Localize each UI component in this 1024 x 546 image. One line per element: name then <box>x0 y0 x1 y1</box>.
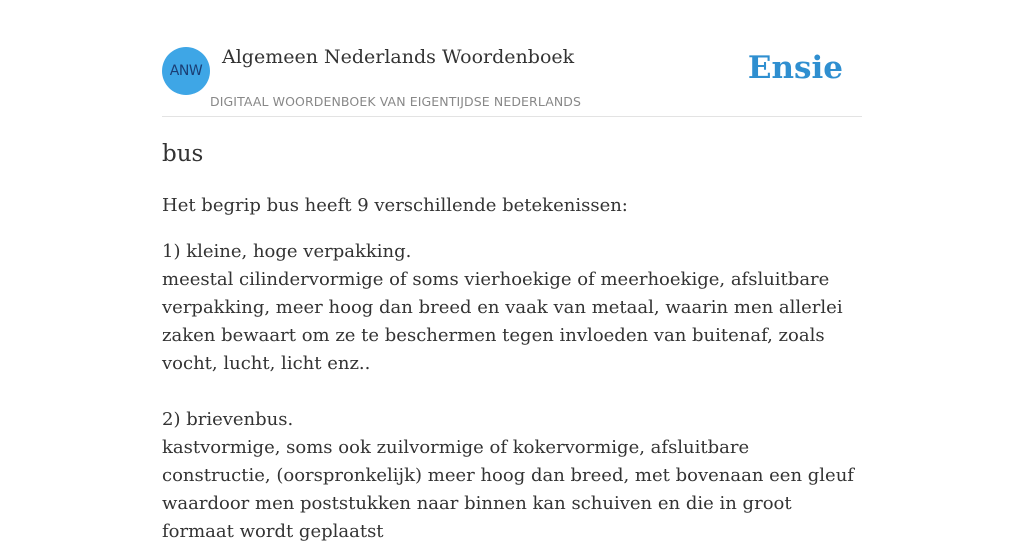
sense-heading: 1) kleine, hoge verpakking. <box>162 241 412 262</box>
sense-heading: 2) brievenbus. <box>162 409 294 430</box>
dictionary-subtitle: DIGITAAL WOORDENBOEK VAN EIGENTIJDSE NEDERLANDS <box>210 94 582 109</box>
ensie-brand-link[interactable]: Ensie <box>747 50 843 86</box>
anw-logo[interactable] <box>162 47 210 95</box>
sense-item <box>162 406 862 546</box>
logo-text: ANW <box>169 63 203 79</box>
sense-definition: meestal cilindervormige of soms vierhoekige of meerhoekige, afsluitbare verpakking, meer hoog dan breed en vaak van metaal, waarin men allerlei zaken bewaart om ze te beschermen tegen invloeden van buitenaf, zoals vocht, lucht, licht enz.. <box>162 269 843 374</box>
site-header <box>162 38 862 117</box>
entry-content <box>162 136 862 546</box>
headword: bus <box>162 141 204 167</box>
dictionary-title[interactable]: Algemeen Nederlands Woordenboek <box>222 46 575 68</box>
sense-item <box>162 238 862 378</box>
entry-intro: Het begrip bus heeft 9 verschillende betekenissen: <box>162 195 628 216</box>
sense-definition: kastvormige, soms ook zuilvormige of kokervormige, afsluitbare constructie, (oorspronkelijk) meer hoog dan breed, met bovenaan een gleuf waardoor men poststukken naar binnen kan schuiven en die in groot formaat wordt geplaatst <box>162 437 854 542</box>
